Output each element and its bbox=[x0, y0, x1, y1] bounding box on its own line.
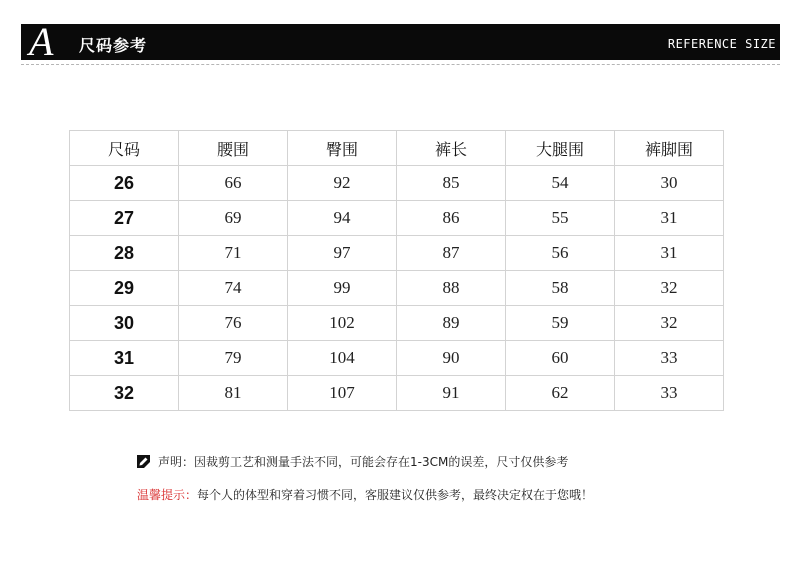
leg-opening-cell: 31 bbox=[615, 236, 724, 271]
thigh-cell: 62 bbox=[506, 376, 615, 411]
column-header-thigh: 大腿围 bbox=[506, 131, 615, 166]
column-header-leg-opening: 裤脚围 bbox=[615, 131, 724, 166]
thigh-cell: 58 bbox=[506, 271, 615, 306]
table-header-row bbox=[70, 131, 724, 166]
table-row bbox=[70, 341, 724, 376]
length-cell: 91 bbox=[397, 376, 506, 411]
hip-cell: 97 bbox=[288, 236, 397, 271]
size-cell: 29 bbox=[70, 271, 179, 306]
thigh-cell: 59 bbox=[506, 306, 615, 341]
waist-cell: 81 bbox=[179, 376, 288, 411]
waist-cell: 79 bbox=[179, 341, 288, 376]
table-row bbox=[70, 236, 724, 271]
tip-text: 每个人的体型和穿着习惯不同，客服建议仅供参考，最终决定权在于您哦！ bbox=[197, 488, 594, 502]
thigh-cell: 60 bbox=[506, 341, 615, 376]
thigh-cell: 56 bbox=[506, 236, 615, 271]
column-header-hip: 臀围 bbox=[288, 131, 397, 166]
waist-cell: 69 bbox=[179, 201, 288, 236]
page-subtitle: REFERENCE SIZE bbox=[667, 37, 776, 51]
hip-cell: 92 bbox=[288, 166, 397, 201]
size-cell: 31 bbox=[70, 341, 179, 376]
table-row bbox=[70, 201, 724, 236]
column-header-waist: 腰围 bbox=[179, 131, 288, 166]
size-cell: 26 bbox=[70, 166, 179, 201]
page-title: 尺码参考 bbox=[79, 36, 148, 55]
hip-cell: 104 bbox=[288, 341, 397, 376]
hip-cell: 107 bbox=[288, 376, 397, 411]
header-bar bbox=[21, 19, 780, 64]
hip-cell: 94 bbox=[288, 201, 397, 236]
table-row bbox=[70, 306, 724, 341]
size-chart-table bbox=[69, 130, 724, 411]
length-cell: 90 bbox=[397, 341, 506, 376]
thigh-cell: 54 bbox=[506, 166, 615, 201]
length-cell: 87 bbox=[397, 236, 506, 271]
leg-opening-cell: 32 bbox=[615, 306, 724, 341]
tip-label: 温馨提示： bbox=[137, 488, 198, 502]
hip-cell: 99 bbox=[288, 271, 397, 306]
table-row bbox=[70, 271, 724, 306]
waist-cell: 66 bbox=[179, 166, 288, 201]
column-header-length: 裤长 bbox=[397, 131, 506, 166]
leg-opening-cell: 33 bbox=[615, 376, 724, 411]
header-logo-letter: A bbox=[29, 19, 54, 64]
waist-cell: 74 bbox=[179, 271, 288, 306]
hip-cell: 102 bbox=[288, 306, 397, 341]
length-cell: 89 bbox=[397, 306, 506, 341]
table-row bbox=[70, 376, 724, 411]
leg-opening-cell: 33 bbox=[615, 341, 724, 376]
leg-opening-cell: 32 bbox=[615, 271, 724, 306]
dashed-divider bbox=[21, 64, 780, 65]
column-header-size: 尺码 bbox=[70, 131, 179, 166]
size-cell: 30 bbox=[70, 306, 179, 341]
thigh-cell: 55 bbox=[506, 201, 615, 236]
waist-cell: 76 bbox=[179, 306, 288, 341]
disclaimer-note bbox=[137, 453, 568, 470]
size-cell: 27 bbox=[70, 201, 179, 236]
leg-opening-cell: 30 bbox=[615, 166, 724, 201]
leg-opening-cell: 31 bbox=[615, 201, 724, 236]
friendly-tip bbox=[137, 486, 593, 503]
size-cell: 32 bbox=[70, 376, 179, 411]
waist-cell: 71 bbox=[179, 236, 288, 271]
edit-icon bbox=[137, 455, 150, 468]
table-row bbox=[70, 166, 724, 201]
length-cell: 85 bbox=[397, 166, 506, 201]
length-cell: 86 bbox=[397, 201, 506, 236]
size-cell: 28 bbox=[70, 236, 179, 271]
disclaimer-text: 声明：因裁剪工艺和测量手法不同，可能会存在1-3CM的误差，尺寸仅供参考 bbox=[158, 455, 569, 469]
length-cell: 88 bbox=[397, 271, 506, 306]
